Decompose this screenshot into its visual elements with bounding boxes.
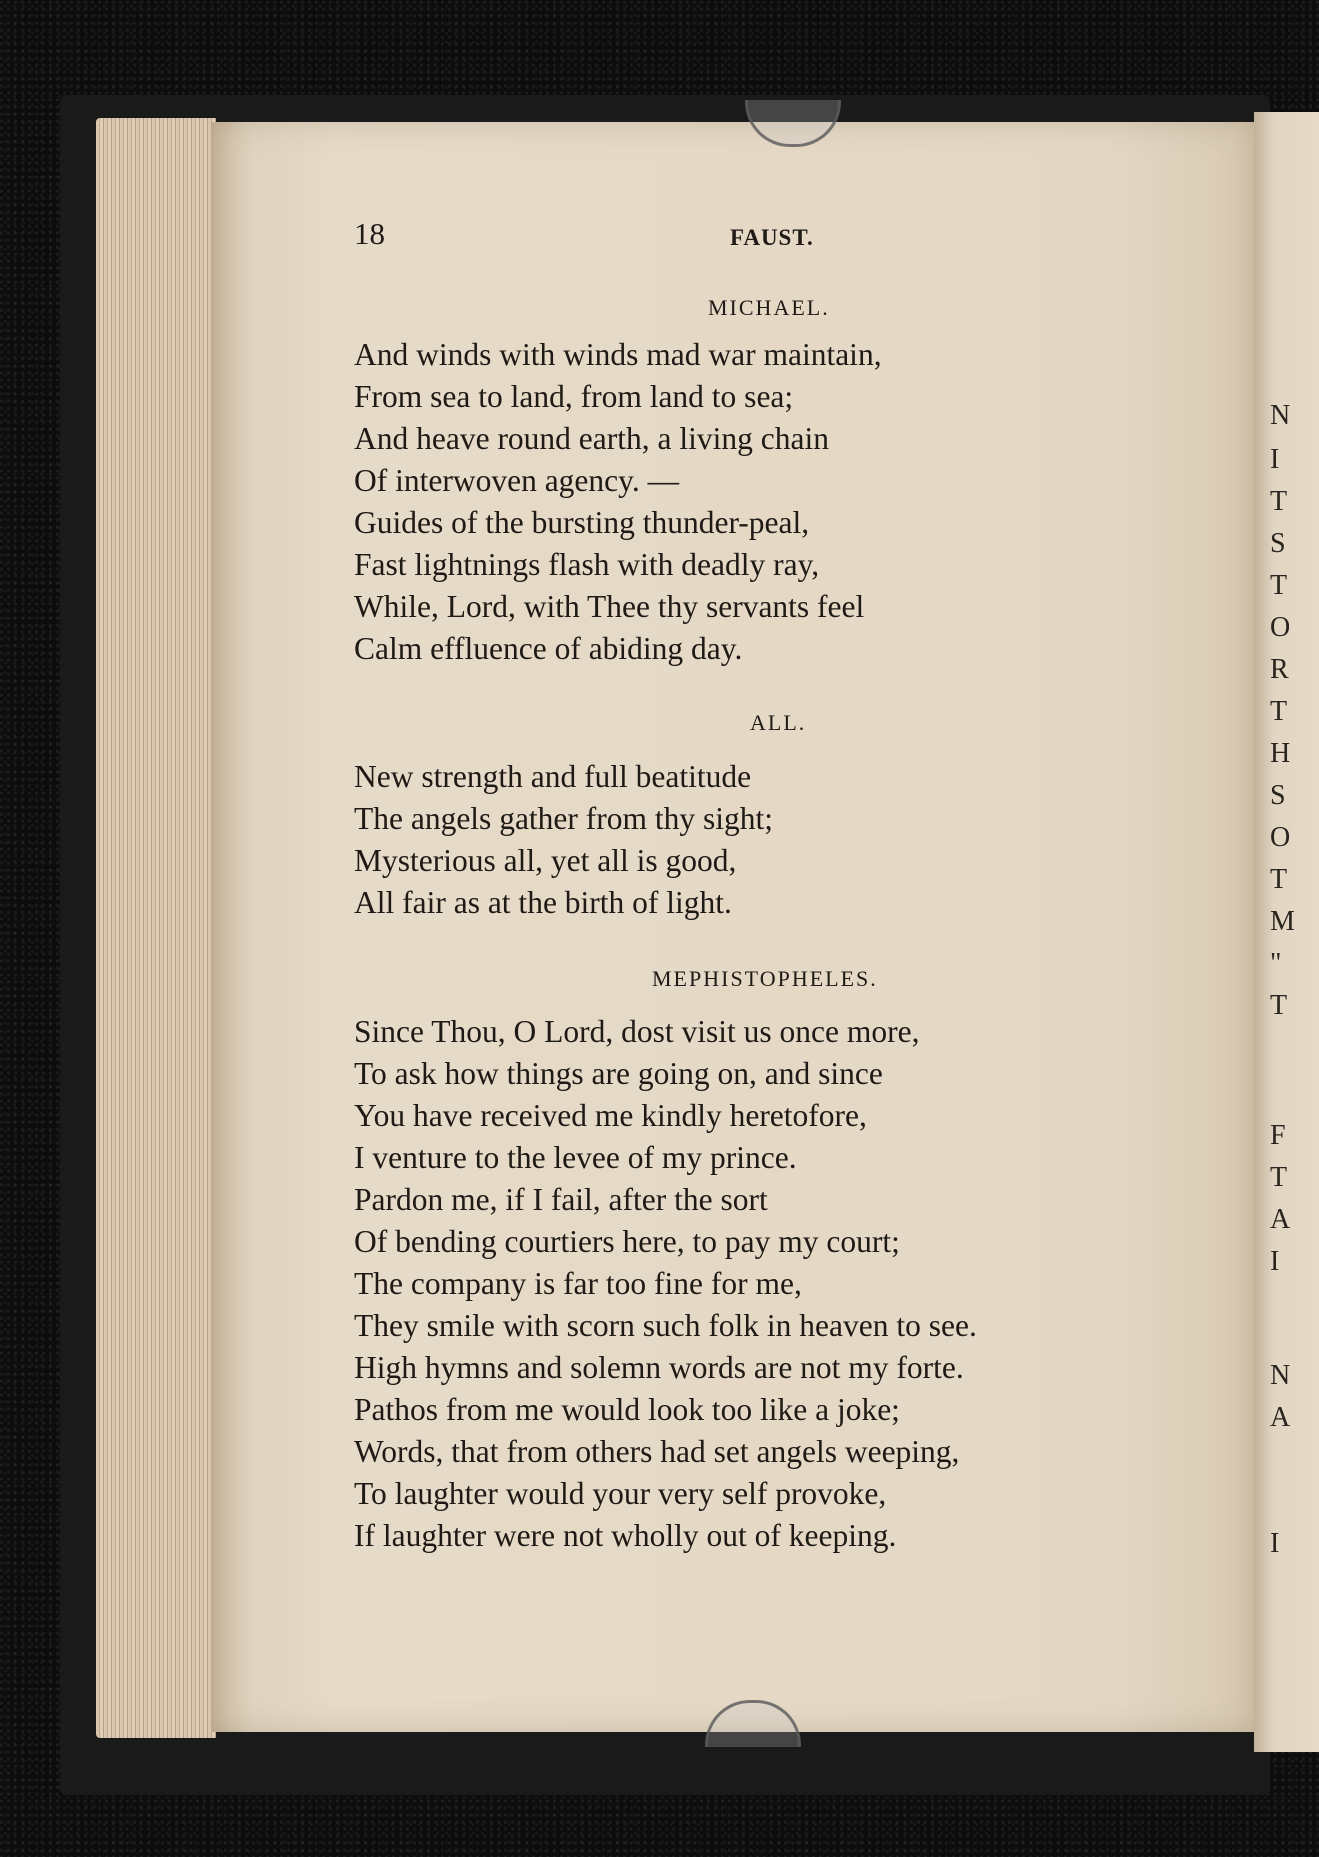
verse-line: They smile with scorn such folk in heaven to see.	[354, 1308, 977, 1343]
verse-line: If laughter were not wholly out of keeping.	[354, 1518, 897, 1553]
facing-page-fragment: N	[1270, 1360, 1291, 1391]
facing-page-fragment: I	[1270, 444, 1280, 475]
speaker-heading: MICHAEL.	[708, 295, 830, 320]
verse-line: And winds with winds mad war maintain,	[354, 337, 882, 372]
verse-line: Pardon me, if I fail, after the sort	[354, 1182, 768, 1217]
verse-line: The company is far too fine for me,	[354, 1266, 802, 1301]
verse-line: To laughter would your very self provoke,	[354, 1476, 887, 1511]
facing-page-fragment: T	[1270, 864, 1288, 895]
facing-page-fragment: A	[1270, 1402, 1291, 1433]
facing-page-fragment: "	[1270, 948, 1282, 979]
facing-page-fragment: M	[1270, 906, 1295, 937]
facing-page-fragment: H	[1270, 738, 1291, 769]
speaker-heading: ALL.	[750, 710, 807, 735]
verse-line: High hymns and solemn words are not my forte.	[354, 1350, 964, 1385]
facing-page-fragment: I	[1270, 1246, 1280, 1277]
facing-page-fragment: T	[1270, 486, 1288, 517]
verse-line: I venture to the levee of my prince.	[354, 1140, 797, 1175]
verse-line: All fair as at the birth of light.	[354, 885, 732, 920]
facing-page-fragment: S	[1270, 528, 1286, 559]
verse-line: While, Lord, with Thee thy servants feel	[354, 589, 865, 624]
facing-page-fragment: O	[1270, 612, 1291, 643]
facing-page-fragment: T	[1270, 1162, 1288, 1193]
facing-page-fragment: T	[1270, 570, 1288, 601]
facing-page-fragment: O	[1270, 822, 1291, 853]
verse-line: Mysterious all, yet all is good,	[354, 843, 737, 878]
facing-page-fragment: T	[1270, 990, 1288, 1021]
verse-line: Calm effluence of abiding day.	[354, 631, 743, 666]
running-head: FAUST.	[730, 225, 814, 250]
verse-line: And heave round earth, a living chain	[354, 421, 829, 456]
facing-page-fragment: F	[1270, 1120, 1286, 1151]
facing-page-fragment: R	[1270, 654, 1289, 685]
verse-line: Since Thou, O Lord, dost visit us once more,	[354, 1014, 920, 1049]
stanza	[354, 334, 882, 670]
speaker-heading: MEPHISTOPHELES.	[652, 966, 878, 991]
facing-page-fragment: N	[1270, 400, 1291, 431]
verse-line: The angels gather from thy sight;	[354, 801, 774, 836]
verse-line: Of bending courtiers here, to pay my court;	[354, 1224, 900, 1259]
verse-line: Words, that from others had set angels weeping,	[354, 1434, 960, 1469]
verse-line: You have received me kindly heretofore,	[354, 1098, 867, 1133]
verse-line: New strength and full beatitude	[354, 759, 752, 794]
verse-line: From sea to land, from land to sea;	[354, 379, 794, 414]
verse-line: Guides of the bursting thunder-peal,	[354, 505, 810, 540]
verse-line: Fast lightnings flash with deadly ray,	[354, 547, 820, 582]
page-edges	[96, 118, 216, 1738]
facing-page	[1254, 112, 1319, 1752]
verse-line: Of interwoven agency. —	[354, 463, 680, 498]
facing-page-fragment: T	[1270, 696, 1288, 727]
facing-page-fragment: A	[1270, 1204, 1291, 1235]
page-number: 18	[354, 216, 385, 251]
stanza	[354, 1011, 977, 1557]
verse-line: Pathos from me would look too like a joke;	[354, 1392, 900, 1427]
verse-line: To ask how things are going on, and since	[354, 1056, 883, 1091]
stanza	[354, 756, 773, 924]
facing-page-fragment: S	[1270, 780, 1286, 811]
facing-page-fragment: I	[1270, 1528, 1280, 1559]
